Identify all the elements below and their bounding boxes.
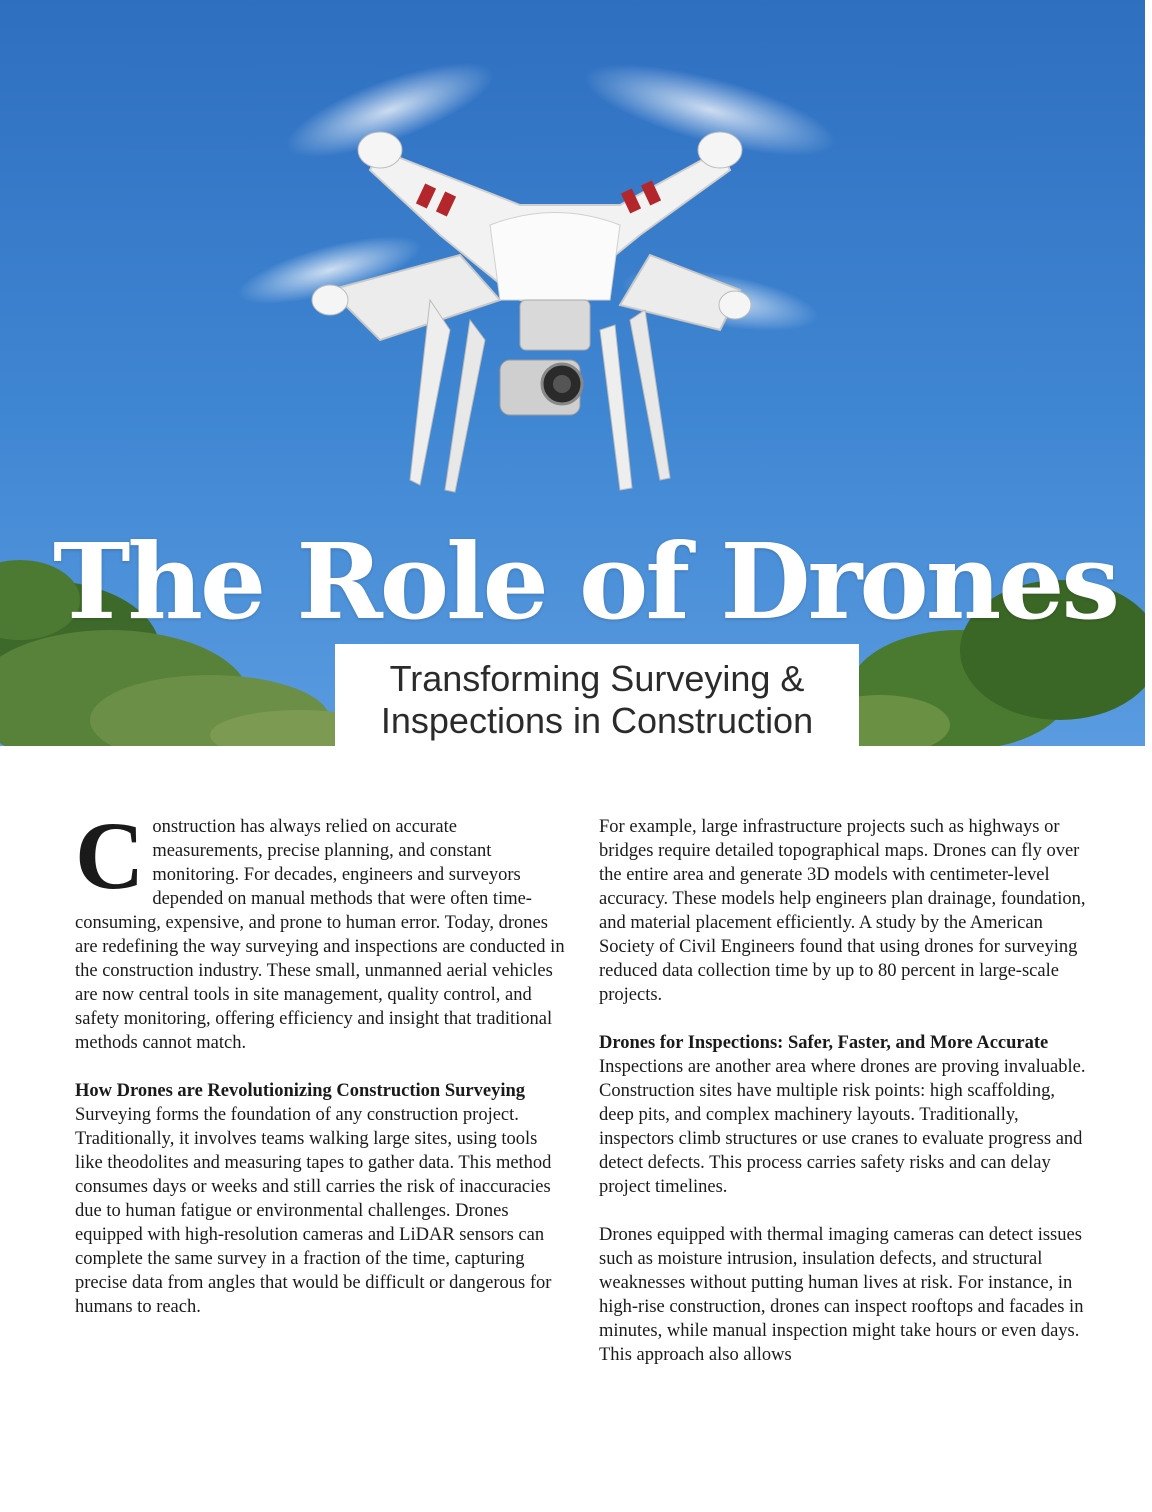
inspections-paragraph-2: Drones equipped with thermal imaging cameras can detect issues such as moisture intrusion, insulation defects, and structural weaknesses without putting human lives at risk. For instance, in high-rise construction, drones can inspect rooftops and facades in minutes, while manual inspection might take hours or even days. This approach also allows (599, 1225, 1084, 1365)
drop-cap: C (75, 802, 145, 909)
page-title: The Role of Drones (52, 520, 1118, 643)
article-column-right (599, 815, 1089, 1367)
intro-text: onstruction has always relied on accurate measurements, precise planning, and constant monitoring. For decades, engineers and surveyors depended on manual methods that were often time-consuming, expensive, and prone to human error. Today, drones are redefining the way surveying and inspections are conducted in the construction industry. These small, unmanned aerial vehicles are now central tools in site management, quality control, and safety monitoring, offering efficiency and insight that traditional methods cannot match. (75, 817, 565, 1053)
section-heading-surveying: How Drones are Revolutionizing Construction Surveying (75, 1081, 526, 1101)
inspections-paragraph-1: Inspections are another area where drones are proving invaluable. Construction sites have multiple risk points: high scaffolding, deep pits, and complex machinery layouts. Traditionally, inspectors climb structures or use cranes to evaluate progress and detect defects. This process carries safety risks and can delay project timelines. (599, 1057, 1086, 1197)
section-heading-inspections: Drones for Inspections: Safer, Faster, and More Accurate (599, 1033, 1049, 1053)
subtitle-line-2: Inspections in Construction (380, 700, 814, 741)
subtitle-line-1: Transforming Surveying & (389, 658, 805, 699)
article-column-left (75, 802, 565, 1319)
subtitle-box (335, 644, 859, 746)
intro-paragraph (75, 802, 565, 1055)
surveying-paragraph-1: Surveying forms the foundation of any construction project. Traditionally, it involves teams walking large sites, using tools like theodolites and measuring tapes to gather data. This method consumes days or weeks and still carries the risk of inaccuracies due to human fatigue or environmental challenges. Drones equipped with high-resolution cameras and LiDAR sensors can complete the same survey in a fraction of the time, capturing precise data from angles that would be difficult or dangerous for humans to reach. (75, 1105, 552, 1317)
surveying-paragraph-2: For example, large infrastructure projects such as highways or bridges require detailed topographical maps. Drones can fly over the entire area and generate 3D models with centimeter-level accuracy. These models help engineers plan drainage, foundation, and material placement efficiently. A study by the American Society of Civil Engineers found that using drones for surveying reduced data collection time by up to 80 percent in large-scale projects. (599, 817, 1086, 1005)
